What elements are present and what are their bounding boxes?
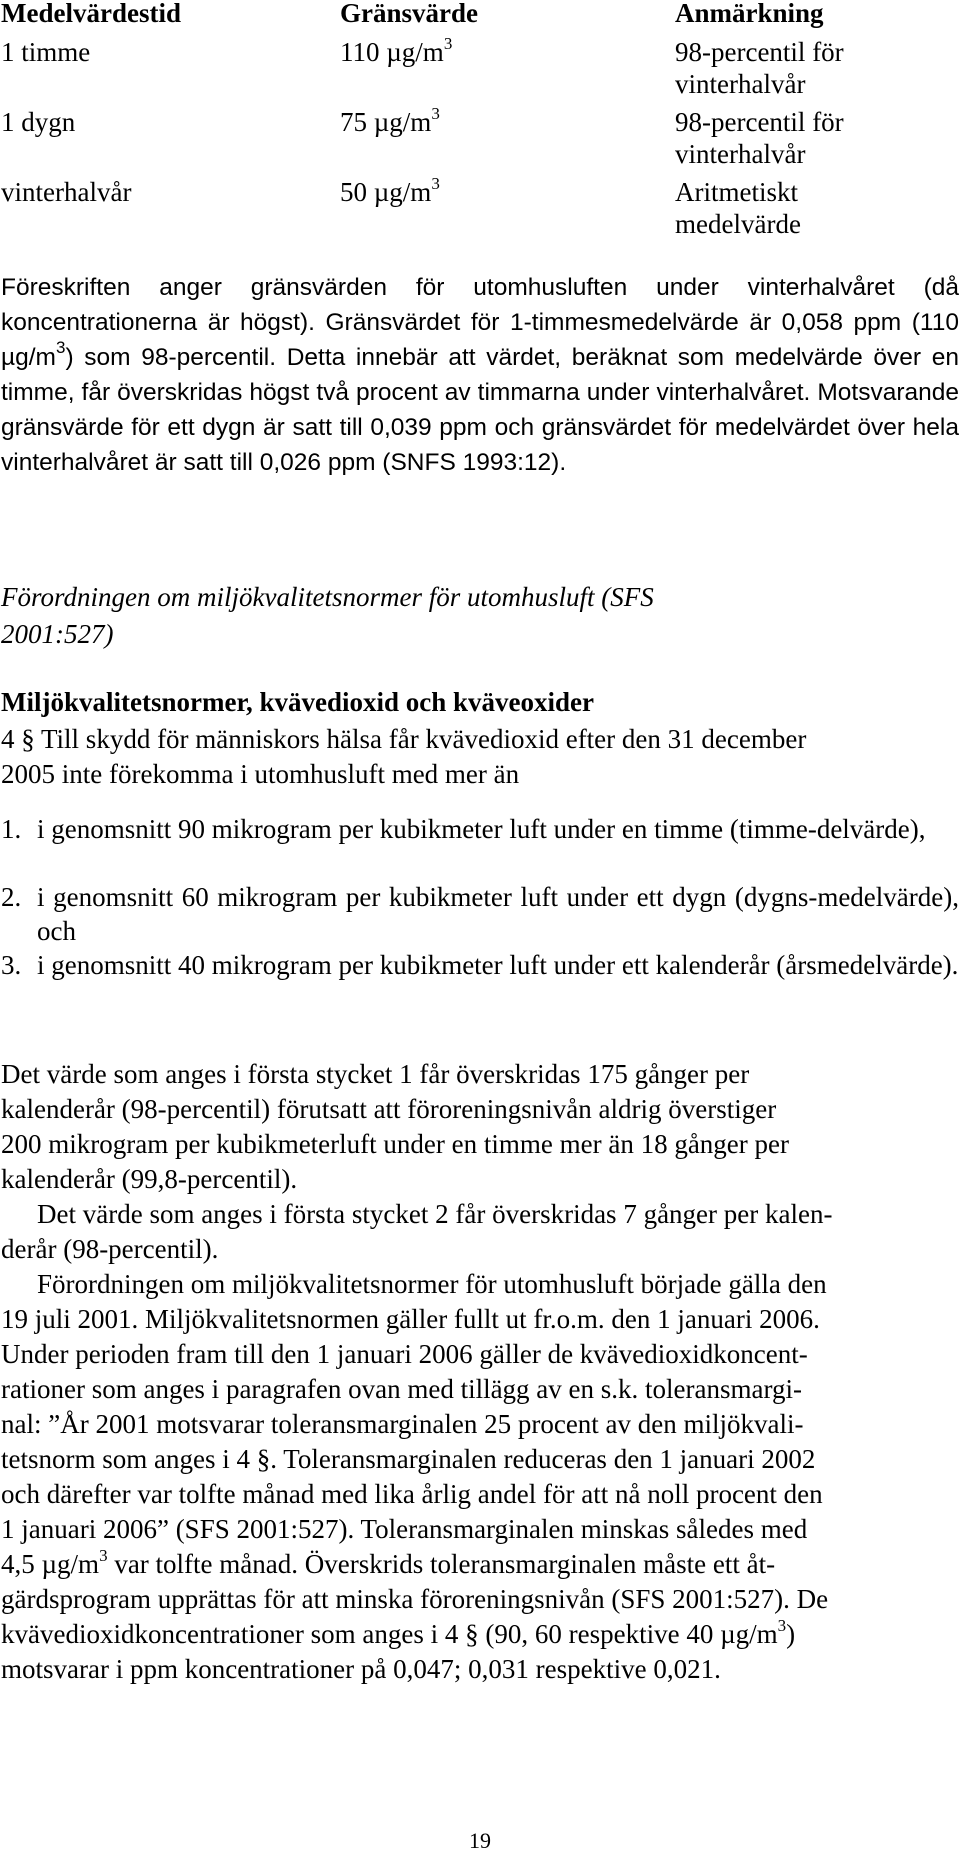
table-cell-anmarkning: 98-percentil för: [675, 107, 844, 137]
body-line: motsvarar i ppm koncentrationer på 0,047; 0,031 respektive 0,021.: [1, 1654, 721, 1684]
section-intro-line: 4 § Till skydd för människors hälsa får kvävedioxid efter den 31 december: [1, 724, 807, 754]
body-line: 4,5 $\mu g/m^3$ var tolfte månad. Överskrids toleransmarginalen måste ett åt-: [1, 1546, 776, 1579]
table-cell-gransvarde: 50 $\mu g/m^3$: [340, 174, 440, 207]
table-cell-tid: vinterhalvår: [1, 177, 132, 207]
table-header-medelvardestid: Medelvärdestid: [1, 0, 181, 28]
body-line: Under perioden fram till den 1 januari 2006 gäller de kvävedioxidkoncent-: [1, 1339, 808, 1369]
body-line: kvävedioxidkoncentrationer som anges i 4 § (90, 60 respektive 40 $\mu g/m^3$): [1, 1616, 796, 1649]
section-heading: Miljökvalitetsnormer, kvävedioxid och kväveoxider: [1, 687, 594, 717]
table-cell-gransvarde: 110 $\mu g/m^3$: [340, 34, 453, 67]
list-item-text: i genomsnitt 60 mikrogram per kubikmeter luft under ett dygn (dygns-medelvärde), och: [37, 882, 959, 946]
section-intro-line: 2005 inte förekomma i utomhusluft med mer än: [1, 759, 520, 789]
body-line: derår (98-percentil).: [1, 1234, 219, 1264]
table-cell-gransvarde: 75 $\mu g/m^3$: [340, 104, 440, 137]
table-cell-tid: 1 timme: [1, 37, 91, 67]
body-line: gärdsprogram upprättas för att minska föroreningsnivån (SFS 2001:527). De: [1, 1584, 829, 1614]
body-line: 200 mikrogram per kubikmeterluft under en timme mer än 18 gånger per: [1, 1129, 789, 1159]
table-cell-anmarkning: Aritmetiskt: [675, 177, 798, 207]
body-line: tetsnorm som anges i 4 §. Toleransmarginalen reduceras den 1 januari 2002: [1, 1444, 816, 1474]
body-line: kalenderår (99,8-percentil).: [1, 1164, 298, 1194]
table-cell-tid: 1 dygn: [1, 107, 76, 137]
table-cell-anmarkning: medelvärde: [675, 209, 801, 239]
list-item-text: i genomsnitt 90 mikrogram per kubikmeter luft under en timme (timme-delvärde),: [37, 814, 926, 844]
forordning-title-line: Förordningen om miljökvalitetsnormer för utomhusluft (SFS: [1, 582, 654, 612]
body-line: 19 juli 2001. Miljökvalitetsnormen gäller fullt ut fr.o.m. den 1 januari 2006.: [1, 1304, 820, 1334]
body-line: Det värde som anges i första stycket 2 får överskridas 7 gånger per kalen-: [37, 1199, 833, 1229]
list-item-number: 1.: [1, 814, 22, 844]
body-line: nal: ”År 2001 motsvarar toleransmarginalen 25 procent av den miljökvali-: [1, 1409, 804, 1439]
body-line: och därefter var tolfte månad med lika årlig andel för att nå noll procent den: [1, 1479, 823, 1509]
table-header-anmarkning: Anmärkning: [675, 0, 824, 28]
body-line: rationer som anges i paragrafen ovan med tillägg av en s.k. toleransmargi-: [1, 1374, 802, 1404]
forordning-title-line: 2001:527): [1, 619, 114, 649]
table-cell-anmarkning: vinterhalvår: [675, 139, 806, 169]
table-cell-anmarkning: 98-percentil för: [675, 37, 844, 67]
list-item-text: i genomsnitt 40 mikrogram per kubikmeter luft under ett kalenderår (årsmedelvärde).: [37, 950, 959, 980]
foreskriften-paragraph: Föreskriften anger gränsvärden för utomhusluften under vinterhalvåret (då koncentrationerna är högst). Gränsvärdet för 1-timmesmedelvärde är 0,058 ppm (110 $\mu g/m^3$) som 98-percentil. Detta innebär att värdet, beräknat som medelvärde över en timme, får överskridas högst två procent av timmarna under vinterhalvåret. Motsvarande gränsvärde för ett dygn är satt till 0,039 ppm och gränsvärdet för medelvärdet över hela vinterhalvåret är satt till 0,026 ppm (SNFS 1993:12).: [1, 274, 959, 476]
body-line: kalenderår (98-percentil) förutsatt att föroreningsnivån aldrig överstiger: [1, 1094, 777, 1124]
body-line: Det värde som anges i första stycket 1 får överskridas 175 gånger per: [1, 1059, 750, 1089]
table-cell-anmarkning: vinterhalvår: [675, 69, 806, 99]
list-item-number: 3.: [1, 950, 22, 980]
list-item-number: 2.: [1, 882, 22, 912]
body-line: Förordningen om miljökvalitetsnormer för utomhusluft började gälla den: [37, 1269, 827, 1299]
page-number: 19: [469, 1828, 491, 1853]
table-header-gransvarde: Gränsvärde: [340, 0, 478, 28]
body-line: 1 januari 2006” (SFS 2001:527). Toleransmarginalen minskas således med: [1, 1514, 808, 1544]
